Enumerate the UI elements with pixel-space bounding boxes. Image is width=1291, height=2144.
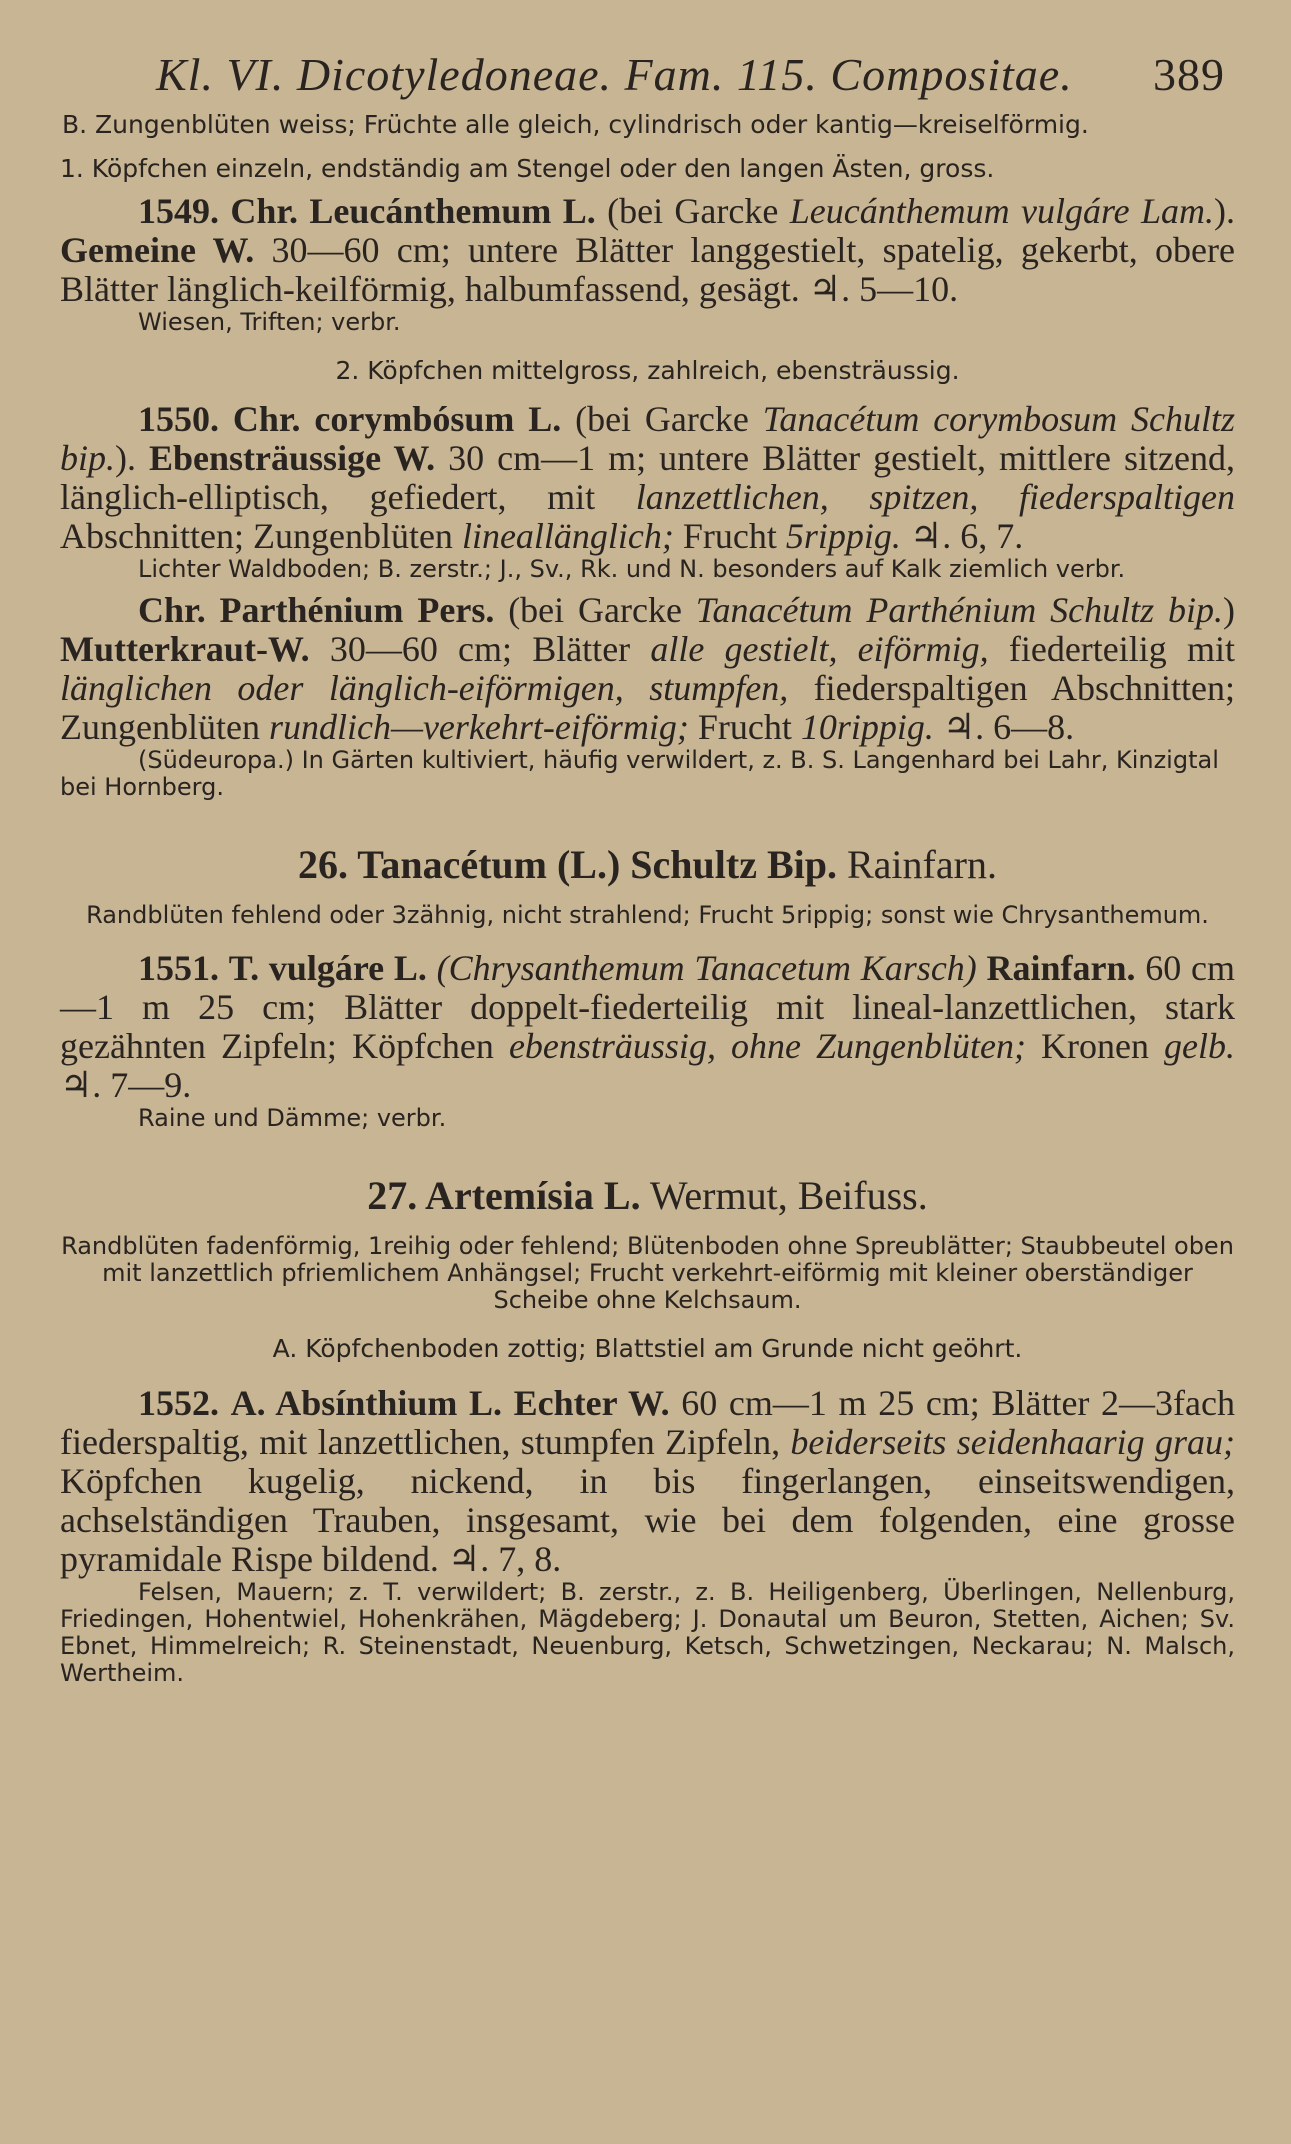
text-run: fiederspaltigen Abschnitten; Zungenblüten	[60, 668, 1235, 747]
synonym: (Chrysanthemum Tanacetum Karsch)	[426, 948, 987, 988]
genus-common-name: Wermut, Beifuss.	[640, 1173, 928, 1218]
synonym: Tanacétum Parthénium Schultz bip.	[695, 590, 1223, 630]
emphasis: beiderseits seidenhaarig grau;	[790, 1422, 1236, 1462]
entry-1550	[60, 400, 1235, 556]
text-run: Kronen	[1025, 1026, 1165, 1066]
genus-common-name: Rainfarn.	[837, 842, 997, 887]
text-run: (bei Garcke	[595, 191, 790, 231]
emphasis: rundlich—verkehrt-eiförmig;	[268, 707, 689, 747]
habitat-1550: Lichter Waldboden; B. zerstr.; J., Sv., Rk. und N. besonders auf Kalk ziemlich verbr.	[138, 555, 1126, 583]
habitat-1552: Felsen, Mauern; z. T. verwildert; B. zerstr., z. B. Heiligenberg, Überlingen, Nellenburg, Friedingen, Hohentwiel, Hohenkrähen, Mägdeberg; J. Donautal um Beuron, Stetten, Aichen; Sv. Ebnet, Himmelreich; R. Steinenstadt, Neuenburg, Ketsch, Schwetzingen, Neckarau; N. Malsch, Wertheim.	[60, 1578, 1235, 1687]
entry-number: 1550.	[138, 399, 219, 439]
emphasis: länglichen oder länglich-eiförmigen, stumpfen,	[60, 668, 789, 708]
text-run: ).	[1214, 191, 1236, 231]
habitat-1551: Raine und Dämme; verbr.	[138, 1104, 447, 1132]
emphasis: 10rippig.	[800, 707, 934, 747]
entry-1551	[60, 949, 1235, 1105]
entry-1549	[60, 192, 1235, 309]
entry-parthenium	[60, 591, 1235, 747]
species-name: Chr. Leucánthemum L.	[230, 191, 596, 231]
species-name: Chr. corymbósum L.	[232, 399, 562, 439]
synonym: Tanacétum corymbosum Schultz bip.	[60, 399, 1236, 478]
text-run: 30—60 cm; Blätter	[309, 629, 651, 669]
common-name: Mutterkraut-W.	[60, 629, 310, 669]
key-b: B. Zungenblüten weiss; Früchte alle gleich, cylindrisch oder kantig—kreiselförmig.	[62, 110, 1089, 139]
text-run: Frucht	[688, 707, 801, 747]
entry-number: 1551.	[138, 948, 219, 988]
page-number: 389	[1153, 49, 1225, 100]
text-run: Frucht	[673, 516, 786, 556]
text-run: 60 cm—1 m 25 cm; Blätter doppelt-fiederteilig mit lineal-lanzettlichen, stark gezähnten Zipfeln; Köpfchen	[60, 948, 1236, 1066]
common-name: Gemeine W.	[60, 230, 255, 270]
emphasis: lanzettlichen, spitzen, fiederspaltigen	[635, 477, 1235, 517]
emphasis: gelb.	[1164, 1026, 1235, 1066]
emphasis: ebensträussig, ohne Zungenblüten;	[508, 1026, 1026, 1066]
genus-26-description: Randblüten fehlend oder 3zähnig, nicht strahlend; Frucht 5rippig; sonst wie Chrysanthemum.	[86, 901, 1209, 929]
text-run: 60 cm—1 m 25 cm; Blätter 2—3fach fiederspaltig, mit lanzettlichen, stumpfen Zipfeln,	[60, 1383, 1235, 1462]
emphasis: alle gestielt, eiförmig,	[650, 629, 989, 669]
genus-27-description: Randblüten fadenförmig, 1reihig oder fehlend; Blütenboden ohne Spreublätter; Staubbeutel oben mit lanzettlich pfriemlichem Anhängsel; Frucht verkehrt-eiförmig mit kleiner oberständiger Scheibe ohne Kelchsaum.	[61, 1232, 1234, 1314]
entry-number: 1549.	[138, 191, 219, 231]
common-name: Rainfarn.	[986, 948, 1136, 988]
description: 30—60 cm; untere Blätter langgestielt, spatelig, gekerbt, obere Blätter länglich-keilförmig, halbumfassend, gesägt. ♃. 5—10.	[60, 230, 1235, 309]
description: 30 cm—1 m; untere Blätter gestielt, mittlere sitzend, länglich-elliptisch, gefiedert, mit	[60, 438, 1235, 517]
common-name: Ebensträussige W.	[149, 438, 436, 478]
text-run: ♃. 6—8.	[933, 707, 1075, 747]
text-run: )	[1223, 590, 1235, 630]
text-run: ♃. 6, 7.	[900, 516, 1024, 556]
text-run: (bei Garcke	[494, 590, 696, 630]
genus-heading-26	[60, 841, 1235, 888]
species-name: A. Absínthium L.	[230, 1383, 503, 1423]
emphasis: 5rippig.	[785, 516, 901, 556]
habitat-parthenium: (Südeuropa.) In Gärten kultiviert, häufig verwildert, z. B. S. Langenhard bei Lahr, Kinzigtal bei Hornberg.	[60, 746, 1219, 801]
genus-name: 26. Tanacétum (L.) Schultz Bip.	[298, 842, 837, 887]
genus-name: 27. Artemísia L.	[367, 1173, 641, 1218]
text-run: fiederteilig mit	[988, 629, 1235, 669]
text-run: Köpfchen kugelig, nickend, in bis fingerlangen, einseitswendigen, achselständigen Trauben, insgesamt, wie bei dem folgenden, eine grosse pyramidale Rispe bildend. ♃. 7, 8.	[60, 1461, 1235, 1579]
species-name: T. vulgáre L.	[228, 948, 427, 988]
genus-heading-27	[60, 1172, 1235, 1219]
key-1: 1. Köpfchen einzeln, endständig am Stengel oder den langen Ästen, gross.	[60, 154, 995, 183]
text-run: (bei Garcke	[561, 399, 763, 439]
key-2: 2. Köpfchen mittelgross, zahlreich, ebensträussig.	[335, 356, 960, 385]
entry-number: 1552.	[138, 1383, 219, 1423]
entry-1552	[60, 1384, 1235, 1579]
species-name: Chr. Parthénium Pers.	[138, 590, 495, 630]
common-name: Echter W.	[502, 1383, 670, 1423]
running-title: Kl. VI. Dicotyledoneae. Fam. 115. Compositae.	[156, 49, 1073, 100]
emphasis: lineallänglich;	[461, 516, 674, 556]
synonym: Leucánthemum vulgáre Lam.	[789, 191, 1215, 231]
text-run: ♃. 7—9.	[60, 1065, 192, 1105]
text-run: Abschnitten; Zungenblüten	[60, 516, 462, 556]
running-header	[60, 40, 1235, 110]
habitat-1549: Wiesen, Triften; verbr.	[138, 308, 401, 336]
text-run: ).	[115, 438, 150, 478]
key-a: A. Köpfchenboden zottig; Blattstiel am Grunde nicht geöhrt.	[272, 1334, 1023, 1363]
